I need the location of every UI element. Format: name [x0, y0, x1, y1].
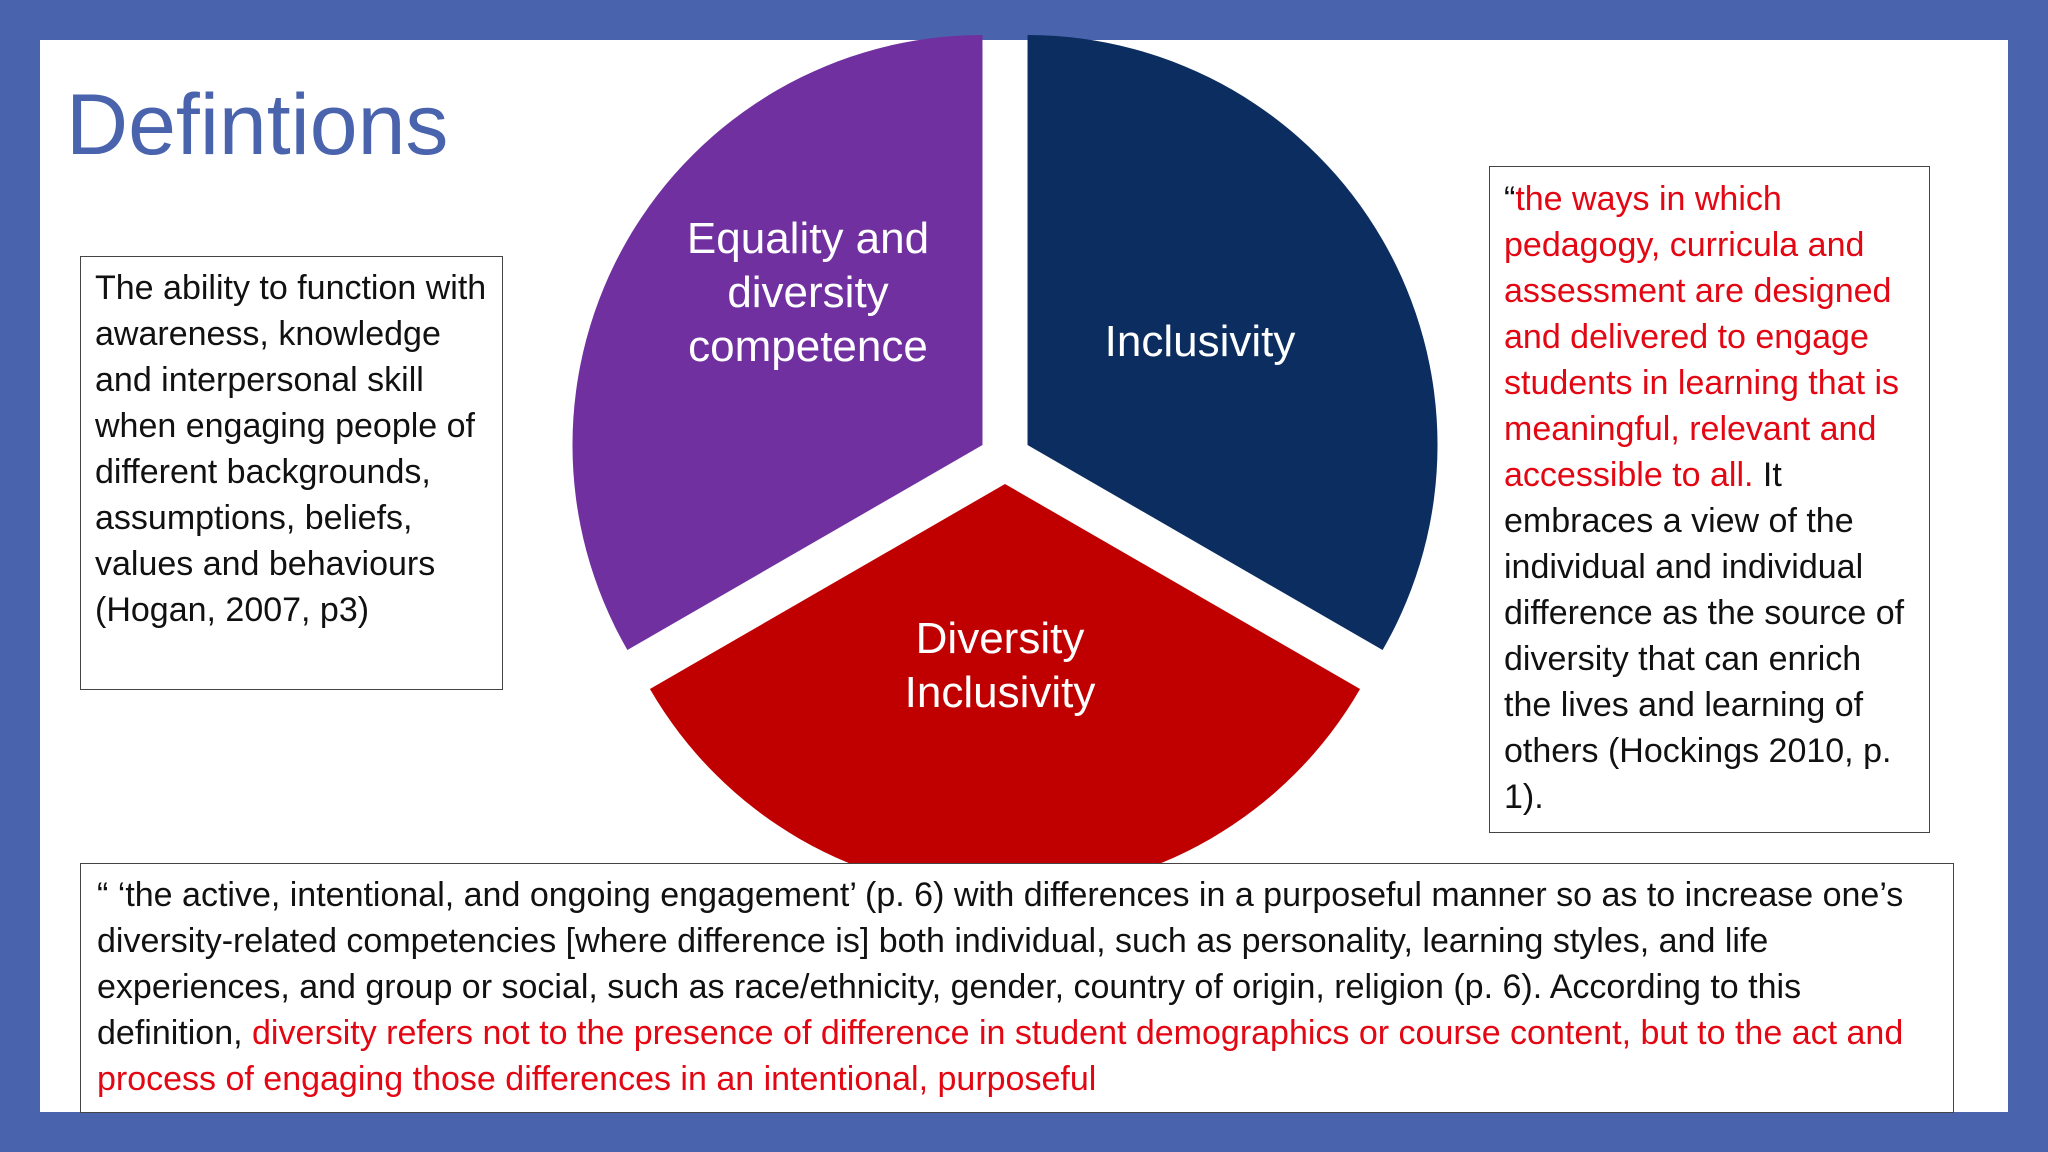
pie-segment-label: Inclusivity [1104, 317, 1296, 366]
definition-right-text: It embraces a view of the individual and individual difference as the source of diversity that can enrich the lives and learning of others (Hockings 2010, p. 1). [1504, 456, 1905, 816]
definition-bottom-text: “ ‘the active, intentional, and ongoing engagement’ (p. 6) with differences in a purposeful manner so as to increase one’s diversity-related competencies [where difference is] both individual, such as personality, learning styles, and life experiences, and group or social, such as race/ethnicity, gender, country of origin, religion (p. 6). According to this definition, [97, 876, 1904, 1052]
pie-segment-label: diversity [727, 268, 889, 317]
pie-segment-label: Inclusivity [904, 668, 1096, 717]
definition-box-bottom [80, 863, 1954, 1113]
open-quote: “ [1504, 180, 1516, 218]
slide-title: Defintions [66, 77, 449, 173]
pie-segment-label: competence [688, 322, 928, 371]
pie-segment-label: Equality and [686, 214, 930, 263]
definition-left-text: The ability to function with awareness, knowledge and interpersonal skill when engaging people of different backgrounds, assumptions, beliefs, values and behaviours (Hogan, 2007, p3) [95, 269, 487, 629]
definition-box-left [80, 256, 503, 690]
pie-segment-label: Diversity [915, 614, 1085, 663]
definition-bottom-highlight: diversity refers not to the presence of difference in student demographics or course content, but to the act and process of engaging those differences in an intentional, purposeful [97, 1014, 1904, 1098]
definition-box-right [1489, 166, 1930, 833]
definition-right-highlight: the ways in which pedagogy, curricula and assessment are designed and delivered to engage students in learning that is meaningful, relevant and accessible to all. [1504, 180, 1900, 494]
